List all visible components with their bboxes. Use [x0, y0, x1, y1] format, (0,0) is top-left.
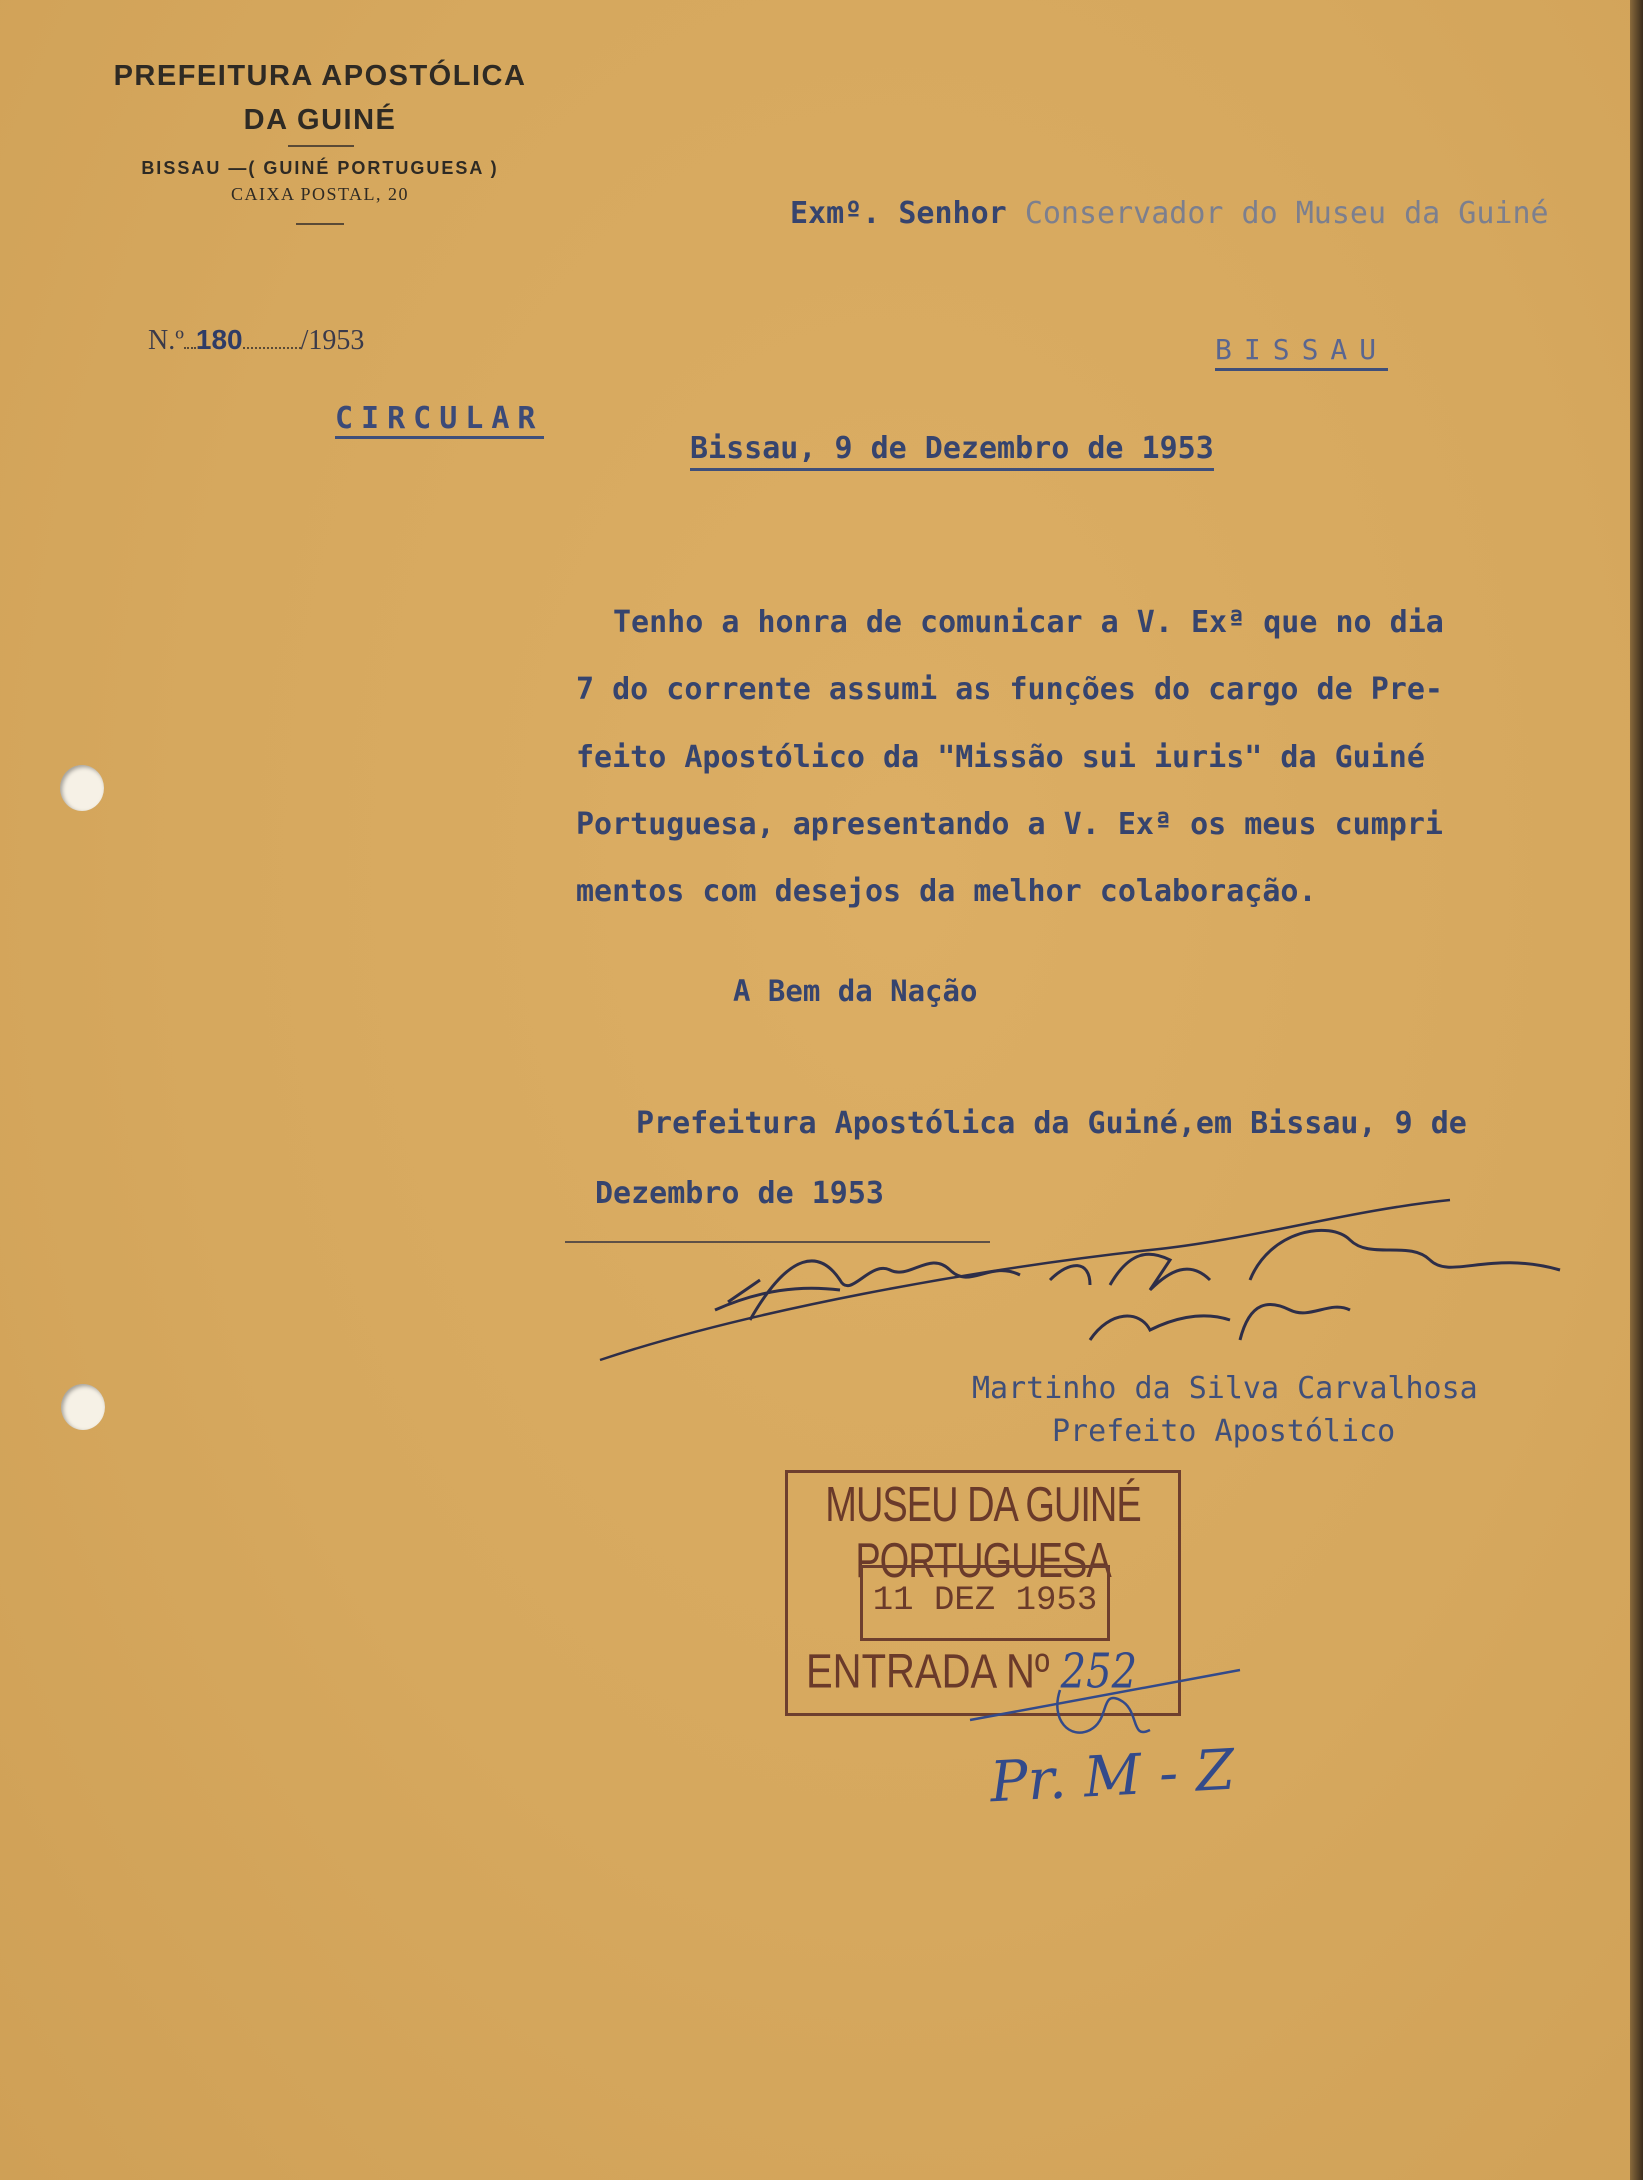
place-date-line-2: Dezembro de 1953 [595, 1176, 884, 1211]
letterhead-divider [288, 145, 354, 147]
addressee-city: BISSAU [1215, 333, 1388, 371]
letterhead-line-4: CAIXA POSTAL, 20 [230, 184, 410, 204]
body-line-2: 7 do corrente assumi as funções do cargo de Pre- [576, 672, 1443, 707]
reference-number-value: 180 [195, 324, 243, 355]
body-line-3: feito Apostólico da "Missão sui iuris" da Guiné [576, 740, 1425, 775]
addressee-line [790, 196, 1549, 231]
signatory-name: Martinho da Silva Carvalhosa [972, 1371, 1478, 1406]
letterhead-divider-2 [296, 223, 344, 225]
stamp-entry-label: ENTRADA Nº [806, 1645, 1050, 1699]
punch-hole-upper [60, 765, 104, 811]
stamp-title: MUSEU DA GUINÉ PORTUGUESA [825, 1478, 1141, 1589]
closing-phrase: A Bem da Nação [733, 974, 978, 1008]
addressee-salutation: Exmº. Senhor [790, 196, 1007, 231]
ink-scribble [950, 1630, 1250, 1750]
handwritten-note: Pr. M - Z [988, 1737, 1237, 1816]
stamp-date: 11 DEZ 1953 [872, 1582, 1098, 1620]
letterhead-line-1: PREFEITURA APOSTÓLICA [113, 60, 527, 92]
date-line: Bissau, 9 de Dezembro de 1953 [690, 431, 1214, 471]
signatory-title: Prefeito Apostólico [1052, 1414, 1396, 1449]
body-line-5: mentos com desejos da melhor colaboração. [576, 874, 1317, 909]
reference-prefix: N.º [148, 325, 184, 356]
stamp-entry-number: 252 [1060, 1644, 1138, 1700]
body-line-4: Portuguesa, apresentando a V. Exª os meus cumpri [576, 807, 1443, 842]
letterhead-line-3: BISSAU —( GUINÉ PORTUGUESA ) [141, 158, 499, 178]
addressee-recipient: Conservador do Museu da Guiné [1024, 196, 1549, 231]
reference-number [148, 324, 364, 357]
place-date-line-1: Prefeitura Apostólica da Guiné,em Bissau, 9 de [636, 1106, 1467, 1141]
reference-year: /1953 [300, 325, 365, 356]
body-line-1: Tenho a honra de comunicar a V. Exª que no dia [613, 605, 1444, 640]
document-heading: CIRCULAR [335, 401, 544, 439]
letterhead-line-2: DA GUINÉ [243, 104, 397, 136]
punch-hole-lower [61, 1384, 105, 1430]
page-edge [1630, 0, 1643, 2180]
